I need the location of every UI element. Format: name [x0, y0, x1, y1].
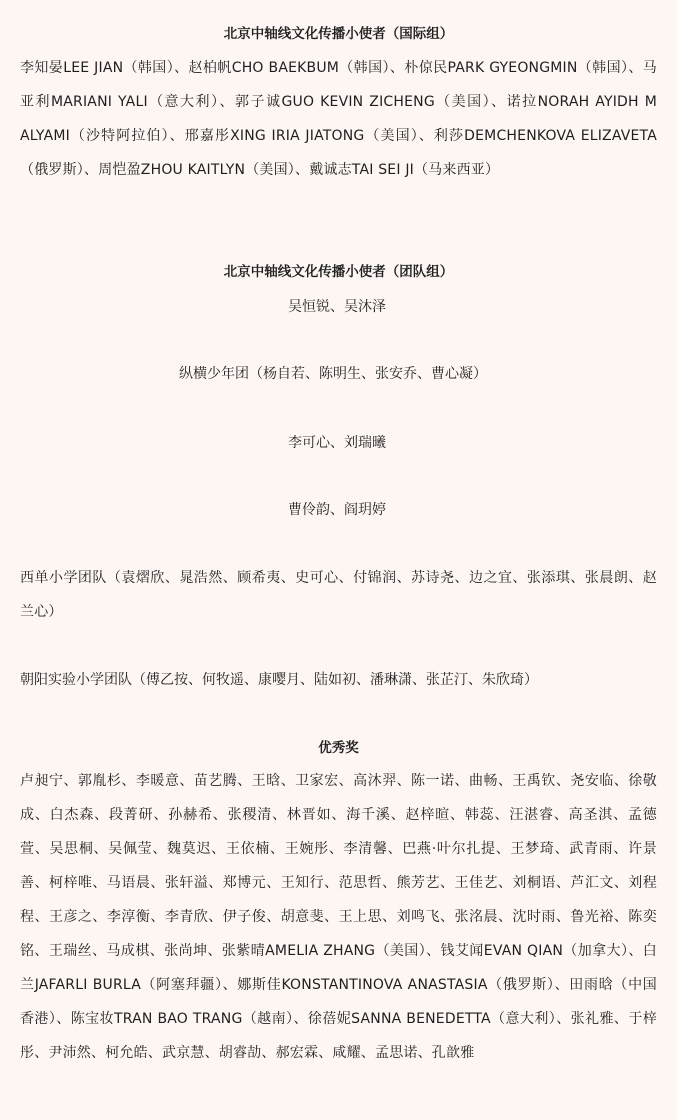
team-entry: 李可心、刘瑞曦	[288, 435, 386, 451]
team-entry: 吴恒锐、吴沐泽	[288, 299, 386, 315]
international-ambassadors-list: 李知晏LEE JIAN（韩国）、赵柏帆CHO BAEKBUM（韩国）、朴倞民PARK GYEONGMIN（韩国）、马亚利MARIANI YALI（意大利）、郭子诚GUO KEVIN ZICHENG（美国）、诺拉NORAH AYIDH M ALYAMI（沙特阿拉伯）、邢嘉彤XING IRIA JIATONG（美国）、利莎DEMCHENKOVA ELIZAVETA（俄罗斯）、周恺盈ZHOU KAITLYN（美国）、戴诚志TAI SEI JI（马来西亚）	[20, 60, 657, 178]
heading-team: 北京中轴线文化传播小使者（团队组）	[223, 264, 454, 280]
team-entry: 纵横少年团（杨自若、陈明生、张安乔、曹心凝）	[179, 366, 487, 382]
heading-excellent-award: 优秀奖	[318, 740, 359, 756]
team-entry-xidan: 西单小学团队（袁熠欣、晁浩然、顾希夷、史可心、付锦润、苏诗尧、边之宜、张添琪、张晨朗、赵兰心）	[20, 570, 657, 620]
heading-international: 北京中轴线文化传播小使者（国际组）	[223, 26, 454, 42]
excellent-award-list: 卢昶宁、郭胤杉、李暖意、苗艺腾、王晗、卫家宏、高沐羿、陈一诺、曲畅、王禹钦、尧安临、徐敬成、白杰森、段菁研、孙赫希、张稷清、林晋如、海千溪、赵梓暄、韩蕊、汪湛睿、高圣淇、孟德萱、吴思桐、吴佩莹、魏莫迟、王依楠、王婉彤、李清馨、巴燕·叶尔扎提、王梦琦、武青雨、许景善、柯梓唯、马语晨、张轩溢、郑博元、王知行、范思哲、熊芳艺、王佳艺、刘桐语、芦汇文、刘程程、王彦之、李淳衡、李青欣、伊子俊、胡意斐、王上思、刘鸣飞、张洺晨、沈时雨、鲁光裕、陈奕铭、王瑞丝、马成棋、张尚坤、张紫晴AMELIA ZHANG（美国）、钱艾闻EVAN QIAN（加拿大）、白兰JAFARLI BURLA（阿塞拜疆）、娜斯佳KONSTANTINOVA ANASTASIA（俄罗斯）、田雨晗（中国香港）、陈宝妆TRAN BAO TRANG（越南）、徐蓓妮SANNA BENEDETTA（意大利）、张礼雅、于梓彤、尹沛然、柯允皓、武京慧、胡睿劼、郝宏霖、咸耀、孟思诺、孔歆雅	[20, 773, 657, 1061]
team-entry-chaoyang: 朝阳实验小学团队（傅乙按、何牧遥、康嘤月、陆如初、潘琳潇、张芷汀、朱欣琦）	[20, 672, 538, 688]
team-entry: 曹伶韵、阎玥婷	[288, 502, 386, 518]
